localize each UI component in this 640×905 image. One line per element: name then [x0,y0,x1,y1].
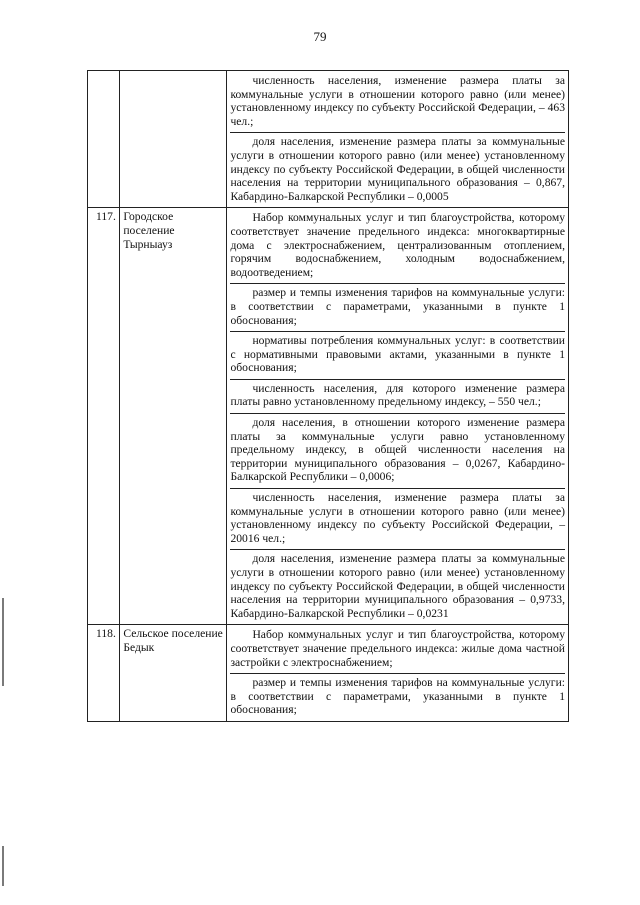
description-paragraph: доля населения, в отношении которого изменение размера платы за коммунальные услуги равно установленному предельному индексу, в общей численности населения на территории муниципального образования – 0,0267, Кабардино-Балкарской Республики – 0,0006; [230,413,565,486]
settlement-name: Городское поселение Тырныауз [120,208,227,625]
description-paragraph: размер и темпы изменения тарифов на коммунальные услуги: в соответствии с параметрами, указанными в пункте 1 обоснования; [230,283,565,329]
settlement-name [120,71,227,208]
page-number: 79 [313,29,327,44]
settlement-name: Сельское поселение Бедык [120,625,227,722]
scan-edge-mark [2,846,4,886]
row-number: 117. [88,208,120,625]
table-row [88,625,569,722]
description-paragraph: численность населения, изменение размера платы за коммунальные услуги в отношении которого равно (или менее) установленному индексу по субъекту Российской Федерации, – 20016 чел.; [230,488,565,547]
scan-edge-mark [2,598,4,686]
description-paragraph: доля населения, изменение размера платы за коммунальные услуги в отношении которого равно (или менее) установленному индексу по субъекту Российской Федерации, в общей численности населения на территории муниципального образования – 0,9733, Кабардино-Балкарской Республики – 0,0231 [230,549,565,622]
description-paragraph: численность населения, изменение размера платы за коммунальные услуги в отношении которого равно (или менее) установленному индексу по субъекту Российской Федерации, – 463 чел.; [230,74,565,128]
description-paragraph: размер и темпы изменения тарифов на коммунальные услуги: в соответствии с параметрами, указанными в пункте 1 обоснования; [230,673,565,719]
row-description [227,71,569,208]
table-row [88,71,569,208]
row-number [88,71,120,208]
description-paragraph: численность населения, для которого изменение размера платы равно установленному предельному индексу, – 550 чел.; [230,379,565,411]
row-description [227,208,569,625]
document-table [87,70,569,722]
description-paragraph: Набор коммунальных услуг и тип благоустройства, которому соответствует значение предельного индекса: многоквартирные дома с электроснабжением, централизованным отоплением, горячим водоснабжением, холодным водоснабжением, водоотведением; [230,211,565,279]
description-paragraph: нормативы потребления коммунальных услуг: в соответствии с нормативными правовыми актами, указанными в пункте 1 обоснования; [230,331,565,377]
description-paragraph: доля населения, изменение размера платы за коммунальные услуги в отношении которого равно (или менее) установленному индексу по субъекту Российской Федерации, в общей численности населения на территории муниципального образования – 0,867, Кабардино-Балкарской Республики – 0,0005 [230,132,565,205]
row-number: 118. [88,625,120,722]
row-description [227,625,569,722]
description-paragraph: Набор коммунальных услуг и тип благоустройства, которому соответствует значение предельного индекса: жилые дома частной застройки с электроснабжением; [230,628,565,669]
table-row [88,208,569,625]
